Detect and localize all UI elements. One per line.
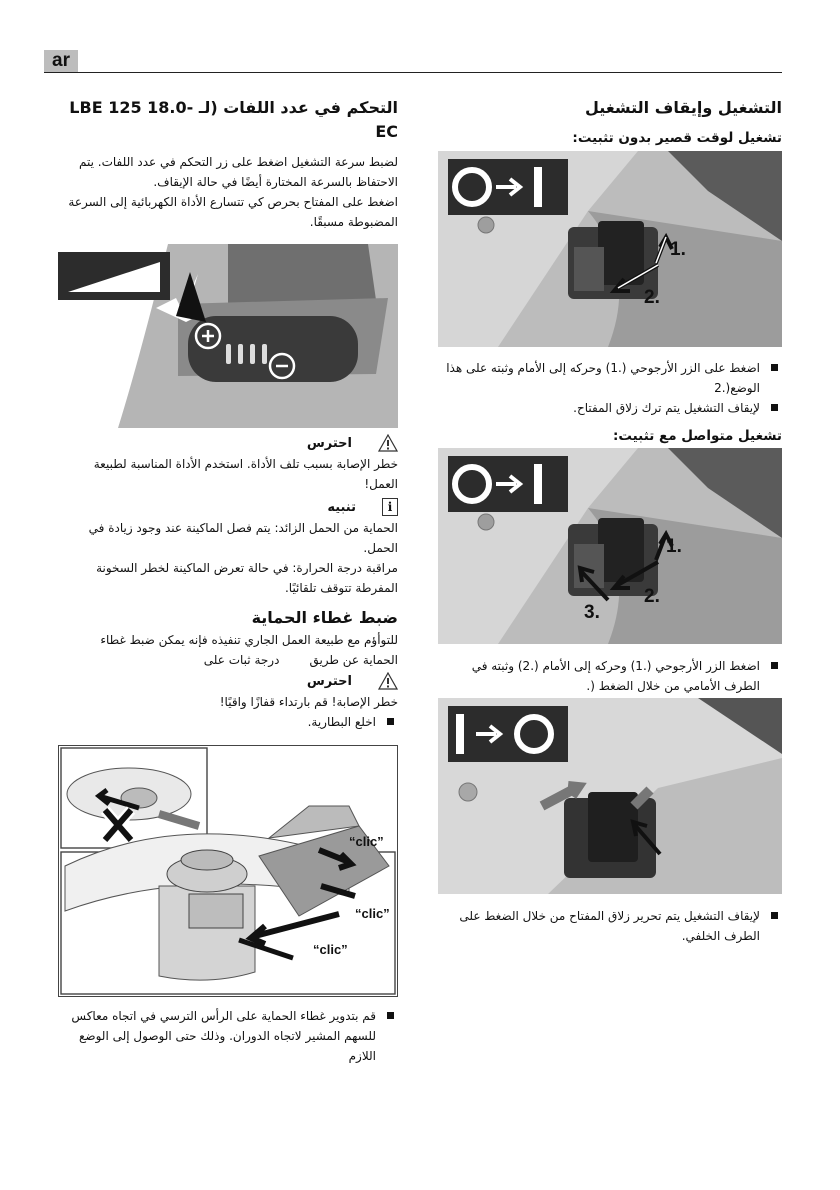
warning-triangle-icon (378, 434, 398, 452)
caution-text-1: خطر الإصابة بسبب تلف الأداة. استخدم الأداة المناسبة لطبيعة العمل! (93, 457, 398, 491)
guard-para-1: للتوأؤم مع طبيعة العمل الجاري تنفيذه فإنه يمكن ضبط غطاء (100, 633, 398, 647)
figure-momentary-switch (438, 151, 782, 347)
bullet-continuous-on: اضغط الزر الأرجوحي (.1) وحركه إلى الأمام (.2) وثبته في الطرف الأمامي من خلال الضغط (. (438, 656, 782, 696)
note-text-2: مراقبة درجة الحرارة: في حالة تعرض الماكينة لخطر السخونة المفرطة تتوقف تلقائيًا. (96, 561, 398, 595)
figure1-label-2: 2. (644, 287, 660, 308)
clic-label-3: “clic” (313, 942, 348, 957)
bullet-rotate-guard: قم بتدوير غطاء الحماية على الرأس الترسي في اتجاه معاكس للسهم المشير لاتجاه الدوران. وذلك حتى الوصول إلى الوضع اللازم (58, 1006, 398, 1066)
left-warnings (58, 432, 398, 732)
section-title-switching: التشغيل وإيقاف التشغيل (585, 98, 782, 117)
language-badge: ar (44, 50, 78, 72)
section-title-guard: ضبط غطاء الحماية (251, 608, 398, 627)
info-icon: i (382, 498, 398, 516)
note-row (58, 496, 398, 518)
subtitle-continuous: تشغيل متواصل مع تثبيت: (612, 428, 782, 444)
right-bullets-2 (438, 656, 782, 696)
left-column-top (58, 96, 398, 232)
clic-label-1: “clic” (349, 834, 384, 849)
bullet-momentary-off: لإيقاف التشغيل يتم ترك زلاق المفتاح. (438, 398, 782, 418)
figure-speed-control (58, 244, 398, 428)
speed-para-2: اضغط على المفتاح بحرص كي تتسارع الأداة الكهربائية إلى السرعة المضبوطة مسبقًا. (68, 195, 398, 229)
bullet-continuous-off: لإيقاف التشغيل يتم تحرير زلاق المفتاح من خلال الضغط على الطرف الخلفي. (438, 906, 782, 946)
header-rule (44, 72, 782, 73)
figure-guard-adjust (58, 745, 398, 997)
bullet-momentary-on: اضغط على الزر الأرجوحي (.1) وحركه إلى الأمام وثبته على هذا الوضع(.2 (438, 358, 782, 398)
caution-label-2: احترس (306, 673, 352, 689)
left-bullet-rotate-wrap (58, 1006, 398, 1066)
right-bullets-3 (438, 906, 782, 946)
section-title-speed-control: التحكم في عدد اللفات (لـ LBE 125 18.0-EC (69, 98, 398, 141)
subtitle-momentary: تشغيل لوقت قصير بدون تثبيت: (572, 130, 782, 146)
clic-label-2: “clic” (355, 906, 390, 921)
caution-row-1 (58, 432, 398, 454)
figure-switch-release (438, 698, 782, 894)
figure1-label-1: 1. (670, 239, 686, 260)
right-column-top (438, 96, 782, 148)
figure2-label-3: 3. (584, 602, 600, 623)
caution-text-2: خطر الإصابة! قم بارتداء قفازًا واقيًا! (219, 695, 398, 709)
figure-continuous-switch (438, 448, 782, 644)
warning-triangle-icon-2 (378, 672, 398, 690)
caution-row-2 (58, 670, 398, 692)
figure2-label-1: 1. (666, 536, 682, 557)
note-label: تنبيه (327, 499, 356, 515)
guard-para-2: الحماية عن طريقدرجة ثبات على (203, 653, 398, 667)
bullet-remove-battery: اخلع البطارية. (58, 712, 398, 732)
figure2-label-2: 2. (644, 586, 660, 607)
speed-para-1: لضبط سرعة التشغيل اضغط على زر التحكم في عدد اللفات. يتم الاحتفاظ بالسرعة المختارة أيضًا في حالة الإيقاف. (79, 155, 398, 189)
right-bullets-1 (438, 358, 782, 446)
note-text-1: الحماية من الحمل الزائد: يتم فصل الماكينة عند وجود زيادة في الحمل. (88, 521, 398, 555)
caution-label-1: احترس (306, 435, 352, 451)
